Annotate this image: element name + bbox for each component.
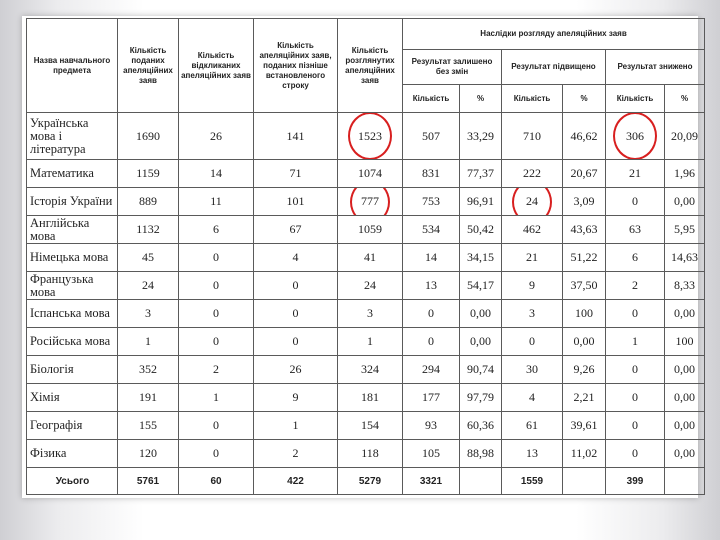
- appeals-table: [26, 18, 705, 495]
- submitted-cell: 3: [118, 300, 179, 328]
- table-row: [27, 244, 705, 272]
- header-reviewed: Кількість розглянутих апеляційних заяв: [338, 19, 403, 113]
- unchanged-percent-cell: 50,42: [460, 216, 502, 244]
- withdrawn-cell: 0: [179, 244, 254, 272]
- decreased-percent-cell: 20,09: [665, 113, 705, 160]
- withdrawn-cell: 0: [179, 272, 254, 300]
- increased-percent-cell: 9,26: [563, 356, 606, 384]
- withdrawn-cell: 6: [179, 216, 254, 244]
- late-cell: 67: [254, 216, 338, 244]
- decreased-percent-cell: 0,00: [665, 188, 705, 216]
- total-blank-cell: [460, 468, 502, 495]
- total-reviewed: 5279: [338, 468, 403, 495]
- highlighted-value: 777: [361, 194, 379, 208]
- reviewed-cell: 118: [338, 440, 403, 468]
- unchanged-percent-cell: 0,00: [460, 300, 502, 328]
- highlighted-value: 306: [626, 128, 644, 143]
- late-cell: 141: [254, 113, 338, 160]
- subject-cell: Німецька мова: [27, 244, 118, 272]
- reviewed-cell: 1059: [338, 216, 403, 244]
- decreased-percent-cell: 1,96: [665, 160, 705, 188]
- increased-percent-cell: 20,67: [563, 160, 606, 188]
- unchanged-percent-cell: 60,36: [460, 412, 502, 440]
- subject-cell: Історія України: [27, 188, 118, 216]
- increased-percent-cell: 51,22: [563, 244, 606, 272]
- subject-cell: Російська мова: [27, 328, 118, 356]
- decreased-count-cell: 0: [606, 300, 665, 328]
- submitted-cell: 120: [118, 440, 179, 468]
- reviewed-cell: 41: [338, 244, 403, 272]
- total-increased-count: 1559: [502, 468, 563, 495]
- late-cell: 2: [254, 440, 338, 468]
- unchanged-count-cell: 93: [403, 412, 460, 440]
- submitted-cell: 1690: [118, 113, 179, 160]
- header-percent: %: [665, 85, 705, 113]
- total-late: 422: [254, 468, 338, 495]
- table-row: [27, 412, 705, 440]
- submitted-cell: 155: [118, 412, 179, 440]
- subject-cell: Фізика: [27, 440, 118, 468]
- submitted-cell: 1: [118, 328, 179, 356]
- document-page: [22, 16, 698, 498]
- increased-percent-cell: 43,63: [563, 216, 606, 244]
- reviewed-cell: 154: [338, 412, 403, 440]
- increased-count-cell: 13: [502, 440, 563, 468]
- withdrawn-cell: 26: [179, 113, 254, 160]
- header-results-group: Наслідки розгляду апеляційних заяв: [403, 19, 705, 50]
- submitted-cell: 1159: [118, 160, 179, 188]
- unchanged-percent-cell: 0,00: [460, 328, 502, 356]
- withdrawn-cell: 0: [179, 300, 254, 328]
- withdrawn-cell: 2: [179, 356, 254, 384]
- unchanged-percent-cell: 97,79: [460, 384, 502, 412]
- decreased-percent-cell: 0,00: [665, 440, 705, 468]
- unchanged-count-cell: 0: [403, 328, 460, 356]
- unchanged-count-cell: 294: [403, 356, 460, 384]
- total-withdrawn: 60: [179, 468, 254, 495]
- reviewed-cell: 181: [338, 384, 403, 412]
- increased-percent-cell: 39,61: [563, 412, 606, 440]
- submitted-cell: 45: [118, 244, 179, 272]
- total-blank-cell: [563, 468, 606, 495]
- header-count: Кількість: [403, 85, 460, 113]
- total-blank-cell: [665, 468, 705, 495]
- header-late: Кількість апеляційних заяв, поданих пізніше встановленого строку: [254, 19, 338, 113]
- late-cell: 4: [254, 244, 338, 272]
- table-row: [27, 356, 705, 384]
- unchanged-count-cell: 13: [403, 272, 460, 300]
- decreased-percent-cell: 8,33: [665, 272, 705, 300]
- decreased-percent-cell: 5,95: [665, 216, 705, 244]
- late-cell: 0: [254, 328, 338, 356]
- late-cell: 101: [254, 188, 338, 216]
- total-unchanged-count: 3321: [403, 468, 460, 495]
- reviewed-cell: [338, 113, 403, 160]
- header-submitted: Кількість поданих апеляційних заяв: [118, 19, 179, 113]
- unchanged-count-cell: 831: [403, 160, 460, 188]
- late-cell: 9: [254, 384, 338, 412]
- unchanged-percent-cell: 96,91: [460, 188, 502, 216]
- submitted-cell: 352: [118, 356, 179, 384]
- withdrawn-cell: 0: [179, 328, 254, 356]
- unchanged-count-cell: 14: [403, 244, 460, 272]
- subject-cell: Іспанська мова: [27, 300, 118, 328]
- unchanged-percent-cell: 88,98: [460, 440, 502, 468]
- unchanged-count-cell: 753: [403, 188, 460, 216]
- increased-count-cell: 9: [502, 272, 563, 300]
- table-row: [27, 113, 705, 160]
- table-row: [27, 440, 705, 468]
- decreased-percent-cell: 14,63: [665, 244, 705, 272]
- submitted-cell: 24: [118, 272, 179, 300]
- increased-percent-cell: 100: [563, 300, 606, 328]
- increased-count-cell: 710: [502, 113, 563, 160]
- submitted-cell: 1132: [118, 216, 179, 244]
- unchanged-percent-cell: 90,74: [460, 356, 502, 384]
- reviewed-cell: 3: [338, 300, 403, 328]
- withdrawn-cell: 11: [179, 188, 254, 216]
- table-row: [27, 188, 705, 216]
- header-percent: %: [460, 85, 502, 113]
- unchanged-percent-cell: 34,15: [460, 244, 502, 272]
- decreased-count-cell: [606, 113, 665, 160]
- header-unchanged: Результат залишено без змін: [403, 50, 502, 85]
- unchanged-count-cell: 0: [403, 300, 460, 328]
- unchanged-count-cell: 177: [403, 384, 460, 412]
- decreased-count-cell: 0: [606, 356, 665, 384]
- unchanged-percent-cell: 77,37: [460, 160, 502, 188]
- withdrawn-cell: 1: [179, 384, 254, 412]
- decreased-count-cell: 0: [606, 384, 665, 412]
- header-increased: Результат підвищено: [502, 50, 606, 85]
- submitted-cell: 191: [118, 384, 179, 412]
- subject-cell: Біологія: [27, 356, 118, 384]
- unchanged-count-cell: 105: [403, 440, 460, 468]
- reviewed-cell: 1: [338, 328, 403, 356]
- increased-count-cell: 61: [502, 412, 563, 440]
- late-cell: 0: [254, 272, 338, 300]
- header-count: Кількість: [606, 85, 665, 113]
- reviewed-cell: 24: [338, 272, 403, 300]
- subject-cell: Українська мова і література: [27, 113, 118, 160]
- increased-percent-cell: 46,62: [563, 113, 606, 160]
- decreased-percent-cell: 100: [665, 328, 705, 356]
- late-cell: 0: [254, 300, 338, 328]
- table-row: [27, 160, 705, 188]
- subject-cell: Англійська мова: [27, 216, 118, 244]
- withdrawn-cell: 14: [179, 160, 254, 188]
- highlighted-value: 24: [526, 194, 538, 208]
- late-cell: 71: [254, 160, 338, 188]
- header-decreased: Результат знижено: [606, 50, 705, 85]
- increased-count-cell: 0: [502, 328, 563, 356]
- decreased-percent-cell: 0,00: [665, 412, 705, 440]
- total-row: [27, 468, 705, 495]
- late-cell: 26: [254, 356, 338, 384]
- unchanged-percent-cell: 33,29: [460, 113, 502, 160]
- unchanged-count-cell: 507: [403, 113, 460, 160]
- table-row: [27, 272, 705, 300]
- decreased-percent-cell: 0,00: [665, 356, 705, 384]
- decreased-count-cell: 0: [606, 412, 665, 440]
- table-row: [27, 384, 705, 412]
- reviewed-cell: 1074: [338, 160, 403, 188]
- reviewed-cell: 324: [338, 356, 403, 384]
- header-count: Кількість: [502, 85, 563, 113]
- late-cell: 1: [254, 412, 338, 440]
- submitted-cell: 889: [118, 188, 179, 216]
- withdrawn-cell: 0: [179, 440, 254, 468]
- table-row: [27, 328, 705, 356]
- decreased-count-cell: 21: [606, 160, 665, 188]
- decreased-count-cell: 6: [606, 244, 665, 272]
- increased-percent-cell: 11,02: [563, 440, 606, 468]
- increased-count-cell: 4: [502, 384, 563, 412]
- subject-cell: Географія: [27, 412, 118, 440]
- subject-cell: Хімія: [27, 384, 118, 412]
- decreased-percent-cell: 0,00: [665, 300, 705, 328]
- increased-percent-cell: 0,00: [563, 328, 606, 356]
- increased-count-cell: 3: [502, 300, 563, 328]
- increased-percent-cell: 37,50: [563, 272, 606, 300]
- unchanged-percent-cell: 54,17: [460, 272, 502, 300]
- decreased-count-cell: 63: [606, 216, 665, 244]
- decreased-count-cell: 2: [606, 272, 665, 300]
- increased-percent-cell: 3,09: [563, 188, 606, 216]
- total-decreased-count: 399: [606, 468, 665, 495]
- table-row: [27, 300, 705, 328]
- reviewed-cell: [338, 188, 403, 216]
- increased-count-cell: 21: [502, 244, 563, 272]
- table-row: [27, 216, 705, 244]
- decreased-count-cell: 0: [606, 188, 665, 216]
- withdrawn-cell: 0: [179, 412, 254, 440]
- subject-cell: Математика: [27, 160, 118, 188]
- decreased-count-cell: 0: [606, 440, 665, 468]
- header-percent: %: [563, 85, 606, 113]
- decreased-count-cell: 1: [606, 328, 665, 356]
- header-subject: Назва навчального предмета: [27, 19, 118, 113]
- header-withdrawn: Кількість відкликаних апеляційних заяв: [179, 19, 254, 113]
- increased-count-cell: [502, 188, 563, 216]
- increased-percent-cell: 2,21: [563, 384, 606, 412]
- highlighted-value: 1523: [358, 128, 382, 143]
- increased-count-cell: 222: [502, 160, 563, 188]
- total-label: Усього: [27, 468, 118, 495]
- decreased-percent-cell: 0,00: [665, 384, 705, 412]
- increased-count-cell: 462: [502, 216, 563, 244]
- subject-cell: Французька мова: [27, 272, 118, 300]
- increased-count-cell: 30: [502, 356, 563, 384]
- total-submitted: 5761: [118, 468, 179, 495]
- unchanged-count-cell: 534: [403, 216, 460, 244]
